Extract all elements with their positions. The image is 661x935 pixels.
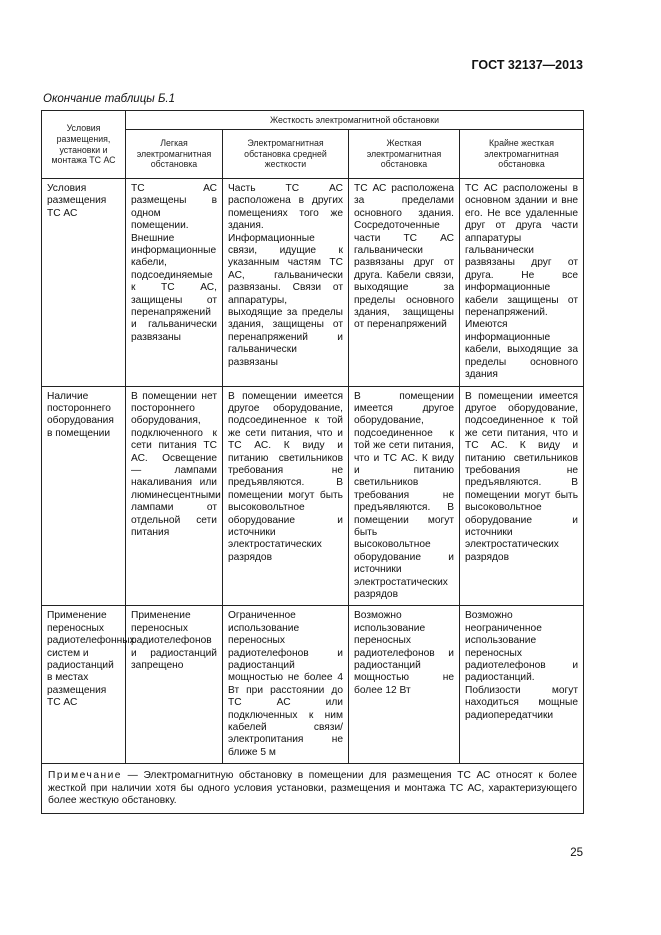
- row-label: Применение переносных радиотелефонных систем и радиостанций в местах размещения ТС АС: [42, 606, 126, 764]
- table-note: [42, 764, 584, 813]
- note-text: — Электромагнитную обстановку в помещении для размещения ТС АС относят к более жесткой при наличии хотя бы одного условия установки, размещения и монтажа ТС АС, характеризующего более жесткую обстановку.: [48, 770, 578, 807]
- table-cell: Возможно неограниченное использование переносных радиотелефонов и радиостанций. Поблизости могут находиться мощные радиопередатчики: [460, 606, 584, 764]
- table-cell: Применение переносных радиотелефонов и радиостанций запрещено: [126, 606, 223, 764]
- table-cell: Ограниченное использование переносных радиотелефонов и радиостанций мощностью не более 4 Вт при расстоянии до ТС АС или подключенных к ним кабелей связи/электропитания не ближе 5 м: [223, 606, 349, 764]
- column-header-medium: Электромагнитная обстановка средней жесткости: [223, 130, 349, 179]
- table-b1: [41, 110, 584, 814]
- column-header-extreme: Крайне жесткая электромагнитная обстановка: [460, 130, 584, 179]
- table-cell: ТС АС размещены в одном помещении. Внешние информационные кабели, подсоединяемые к ТС АС, защищены от перенапряжений и гальванически развязаны: [126, 179, 223, 387]
- table-cell: ТС АС расположена за пределами основного здания. Сосредоточенные части ТС АС гальванически развязаны друг от друга. Кабели связи, выходящие за пределы основного здания, защищены от перенапряжений: [349, 179, 460, 387]
- column-header-severe: Жесткая электромагнитная обстановка: [349, 130, 460, 179]
- table-cell: В помещении имеется другое оборудование, подсоединенное к той же сети питания, что и ТС АС. К виду и питанию светильников требования не предъявляются. В помещении могут быть высоковольтное оборудование и источники электростатических разрядов: [223, 386, 349, 606]
- note-label: Примечание: [48, 770, 122, 782]
- table-cell: В помещении имеется другое оборудование, подсоединенное к той же сети питания, что и ТС АС. К виду и питанию светильников требования не предъявляются. В помещении могут быть высоковольтное оборудование и источники электростатических разрядов: [349, 386, 460, 606]
- table-cell: В помещении нет постороннего оборудования, подключенного к сети питания ТС АС. Освещение — лампами накаливания или люминесцентными лампами от отдельной сети питания: [126, 386, 223, 606]
- group-header-severity: Жесткость электромагнитной обстановки: [126, 111, 584, 130]
- table-cell: Возможно использование переносных радиотелефонов и радиостанций мощностью не более 12 Вт: [349, 606, 460, 764]
- note-row: [42, 764, 584, 813]
- table-cell: В помещении имеется другое оборудование, подсоединенное к той же сети питания, что и ТС АС. К виду и питанию светильников требования не предъявляются. В помещении могут быть высоковольтное оборудование и источники электростатических разрядов: [460, 386, 584, 606]
- page-number: 25: [570, 847, 583, 859]
- column-header-light: Легкая электромагнитная обстановка: [126, 130, 223, 179]
- table-row: [42, 179, 584, 387]
- row-label: Условия размещения ТС АС: [42, 179, 126, 387]
- standard-designation: ГОСТ 32137—2013: [471, 58, 583, 72]
- table-row: [42, 386, 584, 606]
- table-cell: Часть ТС АС расположена в других помещениях того же здания. Информационные связи, идущие к указанным частям ТС АС, гальванически развязаны. Связи от аппаратуры, выходящие за пределы здания, защищены от перенапряжений и гальванически развязаны: [223, 179, 349, 387]
- table-cell: ТС АС расположены в основном здании и вне его. Не все удаленные друг от друга части аппаратуры гальванически развязаны друг от друга. Не все информационные кабели защищены от перенапряжений. Имеются информационные кабели, выходящие за пределы основного здания: [460, 179, 584, 387]
- table-caption: Окончание таблицы Б.1: [43, 93, 176, 105]
- row-label: Наличие постороннего оборудования в помещении: [42, 386, 126, 606]
- table-row: [42, 606, 584, 764]
- column-header-conditions: Условия размещения, установки и монтажа ТС АС: [42, 111, 126, 179]
